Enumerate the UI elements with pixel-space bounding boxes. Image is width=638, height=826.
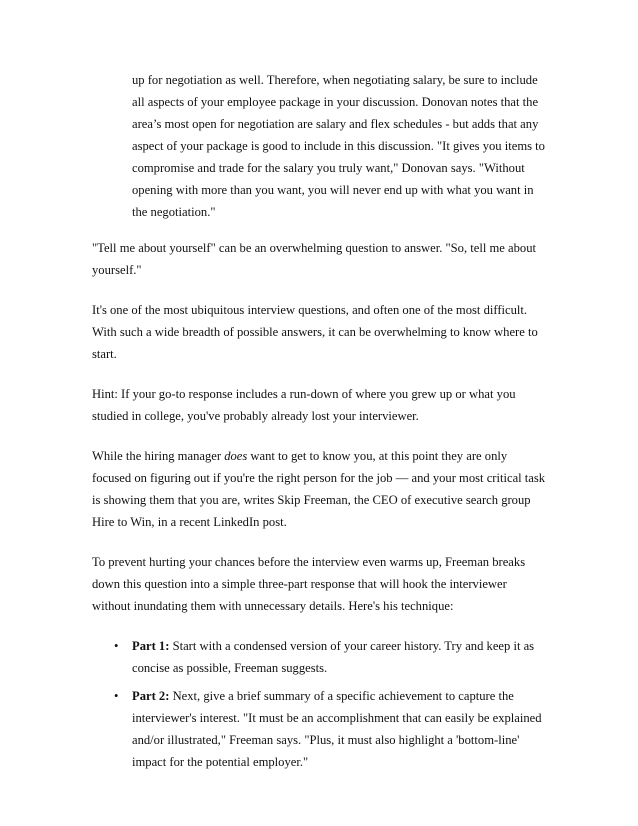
list-item-line: [132, 685, 552, 707]
list-item-part-1: [92, 635, 552, 679]
paragraph-line: yourself.": [92, 263, 142, 277]
paragraph-line: studied in college, you've probably already lost your interviewer.: [92, 409, 419, 423]
paragraph-hint: [92, 383, 552, 427]
quote-line: all aspects of your employee package in your discussion. Donovan notes that the: [132, 95, 539, 109]
paragraph-line: down this question into a simple three-part response that will hook the interviewer: [92, 577, 507, 591]
text-run: want to get to know you, at this point they are only: [247, 449, 508, 463]
list-item-line: [132, 635, 552, 657]
list-item-line: impact for the potential employer.": [132, 755, 309, 769]
paragraph-line: Hint: If your go-to response includes a run-down of where you grew up or what you: [92, 387, 516, 401]
quote-line: aspect of your package is good to include in this discussion. "It gives you items to: [132, 139, 545, 153]
list-item-line: concise as possible, Freeman suggests.: [132, 661, 328, 675]
paragraph-line: without inundating them with unnecessary details. Here's his technique:: [92, 599, 454, 613]
list-item-line: and/or illustrated," Freeman says. "Plus, it must also highlight a 'bottom-line': [132, 733, 520, 747]
paragraph-line: [92, 445, 552, 467]
text-run: While the hiring manager: [92, 449, 225, 463]
quote-line: compromise and trade for the salary you truly want," Donovan says. "Without: [132, 161, 525, 175]
paragraph-line: focused on figuring out if you're the right person for the job — and your most critical task: [92, 471, 546, 485]
bullet-icon: •: [114, 689, 119, 703]
paragraph-prevent-hurting: [92, 551, 552, 617]
text-run: Next, give a brief summary of a specific achievement to capture the: [169, 689, 514, 703]
paragraph-line: With such a wide breadth of possible answers, it can be overwhelming to know where to: [92, 325, 538, 339]
quote-line: area’s most open for negotiation are salary and flex schedules - but adds that any: [132, 117, 539, 131]
indented-quote-block: [92, 69, 552, 223]
list-item-part-2: [92, 685, 552, 773]
quote-line: opening with more than you want, you will never end up with what you want in: [132, 183, 534, 197]
paragraph-hiring-manager: [92, 445, 552, 533]
paragraph-line: is showing them that you are, writes Skip Freeman, the CEO of executive search group: [92, 493, 531, 507]
paragraph-line: It's one of the most ubiquitous interview questions, and often one of the most difficult.: [92, 303, 528, 317]
text-run: Start with a condensed version of your career history. Try and keep it as: [169, 639, 535, 653]
technique-bullet-list: [92, 635, 552, 773]
bullet-icon: •: [114, 639, 119, 653]
paragraph-ubiquitous-question: [92, 299, 552, 365]
paragraph-line: start.: [92, 347, 117, 361]
bullet-label: Part 1:: [132, 639, 170, 653]
paragraph-line: Hire to Win, in a recent LinkedIn post.: [92, 515, 287, 529]
quote-line: the negotiation.": [132, 205, 216, 219]
list-item-line: interviewer's interest. "It must be an accomplishment that can easily be explained: [132, 711, 542, 725]
paragraph-line: "Tell me about yourself" can be an overwhelming question to answer. "So, tell me about: [92, 241, 537, 255]
quote-line: up for negotiation as well. Therefore, when negotiating salary, be sure to include: [132, 73, 538, 87]
italic-text: does: [224, 449, 248, 463]
bullet-label: Part 2:: [132, 689, 170, 703]
document-body: [92, 69, 552, 779]
paragraph-line: To prevent hurting your chances before the interview even warms up, Freeman breaks: [92, 555, 526, 569]
paragraph-tell-me-about-yourself: [92, 237, 552, 281]
